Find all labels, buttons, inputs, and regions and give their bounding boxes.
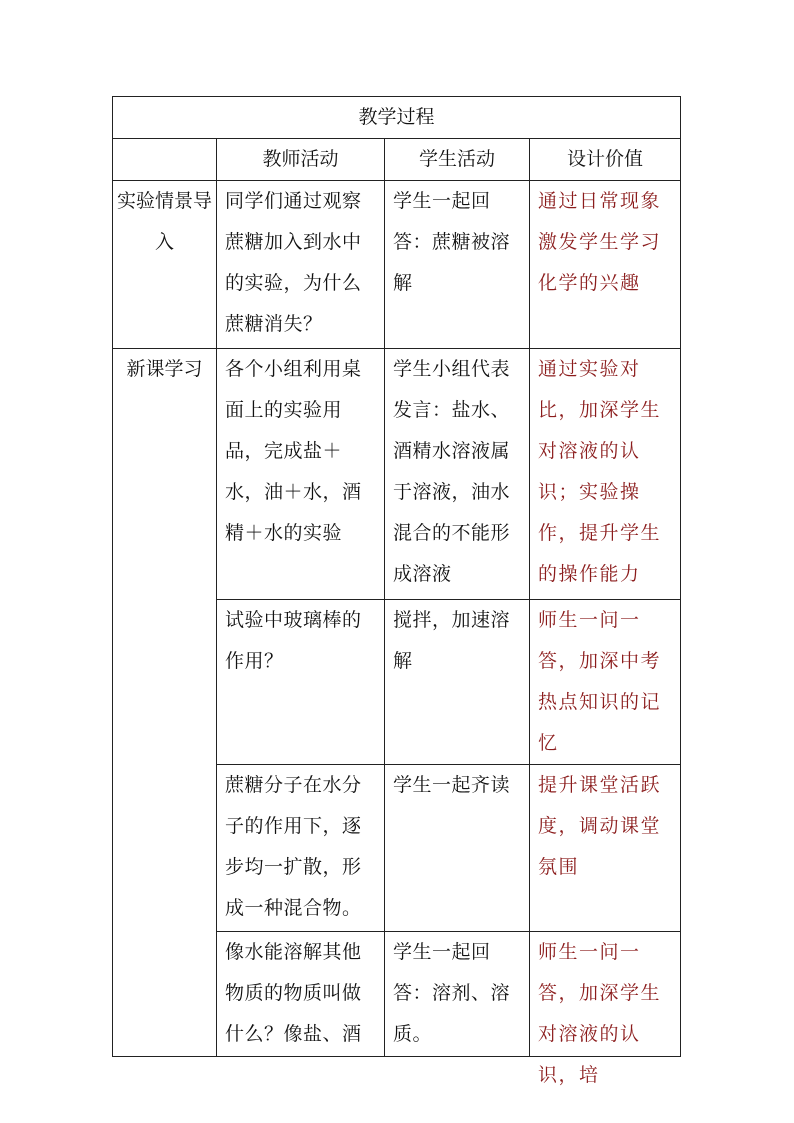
teacher-activity-cell: 试验中玻璃棒的作用？ [217, 600, 385, 765]
student-activity-cell [385, 932, 530, 1057]
header-student-activity: 学生活动 [385, 139, 530, 181]
teaching-process-table [112, 96, 681, 1086]
table-row [113, 349, 681, 600]
student-activity-text: 学生一起回答：溶剂、溶质。 [393, 941, 511, 1045]
table-title: 教学过程 [113, 97, 681, 139]
design-value-cell: 通过实验对比，加深学生对溶液的认识；实验操作，提升学生的操作能力 [530, 349, 681, 600]
stage-cell: 实验情景导入 [113, 181, 217, 349]
teacher-activity-cell [217, 932, 385, 1057]
design-value-cell: 提升课堂活跃度，调动课堂氛围 [530, 765, 681, 932]
student-activity-cell: 学生一起回答：蔗糖被溶解 [385, 181, 530, 349]
header-design-value: 设计价值 [530, 139, 681, 181]
teacher-activity-text: 像水能溶解其他物质的物质叫做什么？像盐、酒 [225, 941, 362, 1045]
stage-cell: 新课学习 [113, 349, 217, 1057]
teacher-activity-cell: 蔗糖分子在水分子的作用下，逐步均一扩散，形成一种混合物。 [217, 765, 385, 932]
student-activity-cell: 学生一起齐读 [385, 765, 530, 932]
student-activity-cell: 搅拌，加速溶解 [385, 600, 530, 765]
teacher-activity-cell: 同学们通过观察蔗糖加入到水中的实验，为什么蔗糖消失？ [217, 181, 385, 349]
design-value-cell: 师生一问一答，加深中考热点知识的记忆 [530, 600, 681, 765]
student-activity-cell: 学生小组代表发言：盐水、酒精水溶液属于溶液，油水混合的不能形成溶液 [385, 349, 530, 600]
design-value-cell [530, 932, 681, 1086]
header-teacher-activity: 教师活动 [217, 139, 385, 181]
design-value-text: 师生一问一答，加深学生对溶液的认识，培 [538, 941, 662, 1086]
header-stage [113, 139, 217, 181]
teacher-activity-cell: 各个小组利用桌面上的实验用品，完成盐＋水，油＋水，酒精＋水的实验 [217, 349, 385, 600]
table-row [113, 181, 681, 349]
design-value-cell: 通过日常现象激发学生学习化学的兴趣 [530, 181, 681, 349]
